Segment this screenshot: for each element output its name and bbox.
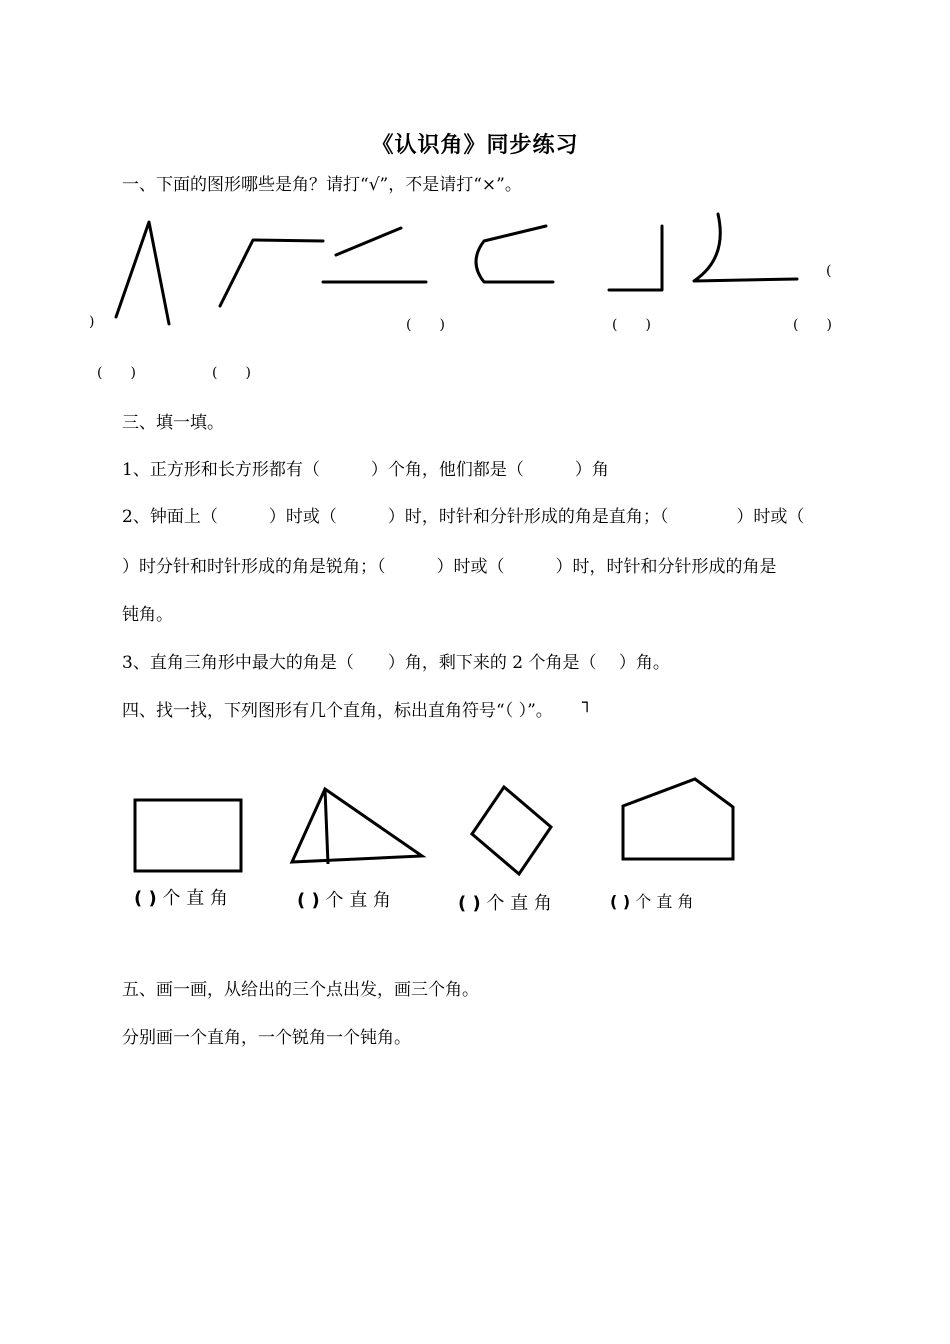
count-paren[interactable]: ( ) bbox=[297, 890, 320, 911]
answer-slot[interactable]: ( ) bbox=[212, 365, 251, 381]
question-1: 1、正方形和长方形都有（ ）个角，他们都是（ ）角 bbox=[122, 460, 609, 480]
answer-slot[interactable]: ( ) bbox=[97, 365, 136, 381]
caption-text: 个 直 角 bbox=[325, 890, 391, 911]
shape-triangle bbox=[292, 789, 422, 862]
count-paren[interactable]: ( ) bbox=[134, 888, 157, 909]
section1-prompt: 一、下面的图形哪些是角？请打“√”，不是请打“×”。 bbox=[122, 175, 522, 195]
caption-text: 个 直 角 bbox=[486, 893, 552, 914]
right-angle-symbol: ┐ bbox=[582, 693, 593, 713]
question-2-line1: 2、钟面上（ ）时或（ ）时，时针和分针形成的角是直角；（ ）时或（ bbox=[122, 507, 805, 527]
question-3: 3、直角三角形中最大的角是（ ）角，剩下来的 2 个角是（ ）角。 bbox=[122, 653, 670, 673]
shape-caption-2 bbox=[297, 886, 391, 912]
answer-slot[interactable]: ) bbox=[89, 314, 95, 330]
shape-pentagon bbox=[623, 779, 733, 859]
section5-prompt: 五、画一画，从给出的三个点出发，画三个角。 bbox=[122, 980, 479, 1000]
page-title: 《认识角》同步练习 bbox=[371, 132, 579, 158]
shape-square-rotated bbox=[472, 787, 551, 874]
shape-triangle-height bbox=[325, 789, 328, 864]
answer-slot[interactable]: ( ) bbox=[612, 317, 651, 333]
count-paren[interactable]: ( ) bbox=[458, 893, 481, 914]
question-2-line3: 钝角。 bbox=[122, 605, 173, 625]
shape-caption-3 bbox=[458, 889, 552, 915]
count-paren[interactable]: ( ) bbox=[610, 892, 631, 911]
shape-rectangle bbox=[135, 800, 241, 871]
answer-slot[interactable]: ( bbox=[826, 263, 832, 279]
answer-slot[interactable]: ( ) bbox=[406, 317, 445, 333]
shape-caption-1 bbox=[134, 884, 228, 910]
section3-heading: 三、填一填。 bbox=[122, 413, 224, 433]
answer-slot[interactable]: ( ) bbox=[793, 317, 832, 333]
caption-text: 个 直 角 bbox=[635, 892, 694, 911]
shape-caption-4 bbox=[610, 889, 693, 912]
caption-text: 个 直 角 bbox=[162, 888, 228, 909]
section4-prompt: 四、找一找，下列图形有几个直角，标出直角符号“（ ）”。 bbox=[122, 701, 553, 721]
question-2-line2: ）时分针和时针形成的角是锐角；（ ）时或（ ）时，时针和分针形成的角是 bbox=[122, 557, 777, 577]
section5-instruction: 分别画一个直角，一个锐角一个钝角。 bbox=[122, 1028, 411, 1048]
